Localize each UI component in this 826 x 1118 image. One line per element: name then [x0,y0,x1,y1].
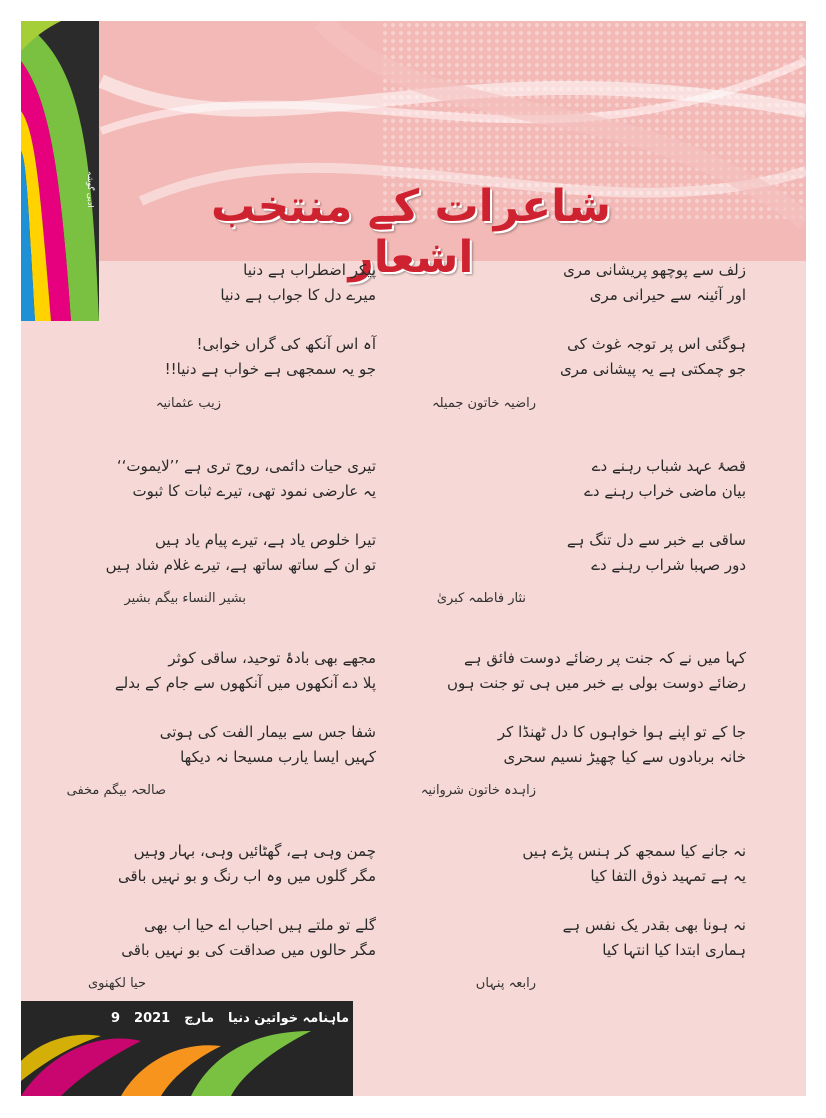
issue-month: مارچ [184,1010,215,1026]
verse-line: مجھے بھی بادۂ توحید، ساقی کوثر [168,649,376,667]
verse-line: ہوگئی اس پر توجہ غوث کی [567,335,746,353]
verse-line: قصۂ عہد شباب رہنے دے [591,457,746,475]
verse-line: گلے تو ملتے ہیں احباب اے حیا اب بھی [144,916,376,934]
verse-line: تیرا خلوص یاد ہے، تیرے پیام یاد ہیں [155,531,376,549]
issue-year: 2021 [134,1010,171,1026]
verse-line: زلف سے پوچھو پریشانی مری [563,261,746,279]
verse-line: کہیں ایسا یارب مسیحا نہ دیکھا [180,748,376,766]
verse-line: مگر گلوں میں وہ اب رنگ و بو نہیں باقی [117,867,376,885]
verse-line: یہ ہے تمہید ذوق التفا کیا [590,867,746,885]
verse-line: تیری حیات دائمی، روح تری ہے ’’لایموت‘‘ [116,457,376,475]
section-label: ادبی گوشہ [86,171,95,208]
poem-left-2 [76,454,376,578]
verse-line: تو ان کے ساتھ ساتھ ہے، تیرے غلام شاد ہیں [105,556,376,574]
verse-line: چمن وہی ہے، گھٹائیں وہی، بہار وہیں [133,842,376,860]
poet-name: رابعہ پنہاں [475,976,536,991]
verse-line: خانہ بربادوں سے کیا چھیڑ نسیم سحری [503,748,746,766]
verse-line: دور صہبا شراب رہنے دے [591,556,746,574]
page-number: 9 [111,1010,121,1026]
poem-left-3 [76,646,376,770]
poet-name: بشیر النساء بیگم بشیر [124,591,246,606]
verse-line: رضائے دوست بولی بے خبر میں ہی تو جنت ہوں [447,674,746,692]
poem-right-4 [446,839,746,963]
poem-left-4 [76,839,376,963]
verse-line: مگر حالوں میں صداقت کی بو نہیں باقی [121,941,376,959]
footer-text [111,1007,349,1029]
poet-name: حیا لکھنوی [88,976,146,991]
verse-line: ہماری ابتدا کیا انتہا کیا [602,941,746,959]
magazine-page [21,21,806,1096]
poet-name: صالحہ بیگم مخفی [66,783,166,798]
poem-right-3 [426,646,746,770]
poet-name: نثار فاطمہ کبریٰ [436,591,526,606]
verse-line: یہ عارضی نمود تھی، تیرے ثبات کا ثبوت [132,482,376,500]
poet-name: راضیہ خاتون جمیلہ [431,396,536,411]
verse-line: نہ ہونا بھی بقدر یک نفس ہے [562,916,746,934]
page-title: شاعرات کے منتخب اشعار [211,181,611,283]
magazine-name: ماہنامہ خواتین دنیا [228,1010,350,1026]
verse-line: جو یہ سمجھی ہے خواب ہے دنیا!! [164,360,376,378]
verse-line: جو چمکتی ہے یہ پیشانی مری [559,360,746,378]
verse-line: کہا میں نے کہ جنت پر رضائے دوست فائق ہے [463,649,746,667]
verse-line: پیکر اضطراب ہے دنیا [243,261,376,279]
poem-left-1 [86,258,376,382]
verse-line: شفا جس سے بیمار الفت کی ہوتی [159,723,376,741]
poet-name: زاہدہ خاتون شروانیہ [420,783,536,798]
page-footer [21,1001,353,1096]
poem-right-2 [446,454,746,578]
verse-line: اور آئینہ سے حیرانی مری [589,286,746,304]
verse-line: ساقی بے خبر سے دل تنگ ہے [566,531,746,549]
verse-line: بیان ماضی خراب رہنے دے [584,482,746,500]
verse-line: میرے دل کا جواب ہے دنیا [220,286,376,304]
verse-line: جا کے تو اپنے ہوا خواہوں کا دل ٹھنڈا کر [497,723,746,741]
verse-line: آہ اس آنکھ کی گراں خوابی! [196,335,376,353]
poem-right-1 [446,258,746,382]
poet-name: زیب عثمانیہ [155,396,221,411]
verse-line: پلا دے آنکھوں میں آنکھوں سے جام کے بدلے [114,674,376,692]
verse-line: نہ جانے کیا سمجھ کر ہنس پڑے ہیں [522,842,746,860]
